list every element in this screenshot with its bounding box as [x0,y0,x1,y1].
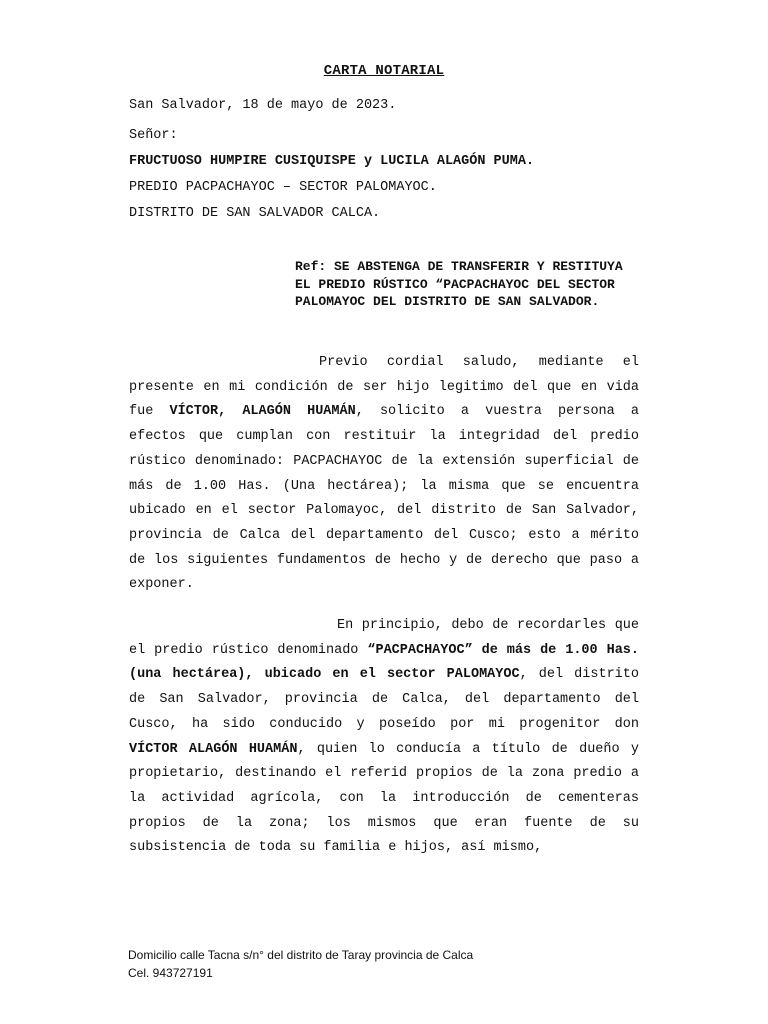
paragraph-2-text-b: , del distrito de San Salvador, provincia de Calca, del departamento del Cusco, ha sido conducido y poseído por mi progenitor don [129,667,639,732]
reference-block: Ref: SE ABSTENGA DE TRANSFERIR Y RESTITUYA EL PREDIO RÚSTICO “PACPACHAYOC DEL SECTOR PALOMAYOC DEL DISTRITO DE SAN SALVADOR. [295,259,623,309]
body-paragraph-2 [129,614,639,861]
paragraph-1-text-b: , solicito a vuestra persona a efectos que cumplan con restituir la integridad del predio rústico denominado: PACPACHAYOC de la extensión superficial de más de 1.00 Has. (Una hectárea); la misma que se encuentra ubicado en el sector Palomayoc, del distrito de San Salvador, provincia de Calca del departamento del Cusco; esto a mérito de los siguientes fundamentos de hecho y de derecho que paso a exponer. [129,404,639,593]
footer [128,946,473,982]
address-line-2: DISTRITO DE SAN SALVADOR CALCA. [129,206,381,221]
address-line-1: PREDIO PACPACHAYOC – SECTOR PALOMAYOC. [129,180,437,195]
body-paragraph-1 [129,351,639,598]
date-line: San Salvador, 18 de mayo de 2023. [129,98,397,113]
addressees: FRUCTUOSO HUMPIRE CUSIQUISPE y LUCILA ALAGÓN PUMA. [129,154,535,169]
paragraph-2-text-c: , quien lo conducía a título de dueño y propietario, destinando el referid propios de la zona predio a la actividad agrícola, con la introducción de cementeras propios de la zona; los mismos que eran fuente de su subsistencia de toda su familia e hijos, así mismo, [129,741,640,856]
paragraph-1-text-a: Previo cordial saludo, mediante el presente en mi condición de ser hijo legitimo del que en vida fue [129,355,639,420]
document-title: CARTA NOTARIAL [323,63,445,79]
footer-phone: Cel. 943727191 [128,966,213,980]
footer-address: Domicilio calle Tacna s/n° del distrito de Taray provincia de Calca [128,948,474,962]
paragraph-2-text-a: En principio, debo de recordarles que el predio rústico denominado [129,618,639,658]
paragraph-2-bold-name: VÍCTOR ALAGÓN HUAMÁN [129,741,298,757]
paragraph-2-bold-property: “PACPACHAYOC” de más de 1.00 Has. (una hectárea), ubicado en el sector PALOMAYOC [129,642,639,683]
salutation: Señor: [129,128,178,143]
paragraph-1-bold-name: VÍCTOR, ALAGÓN HUAMÁN [169,404,356,420]
